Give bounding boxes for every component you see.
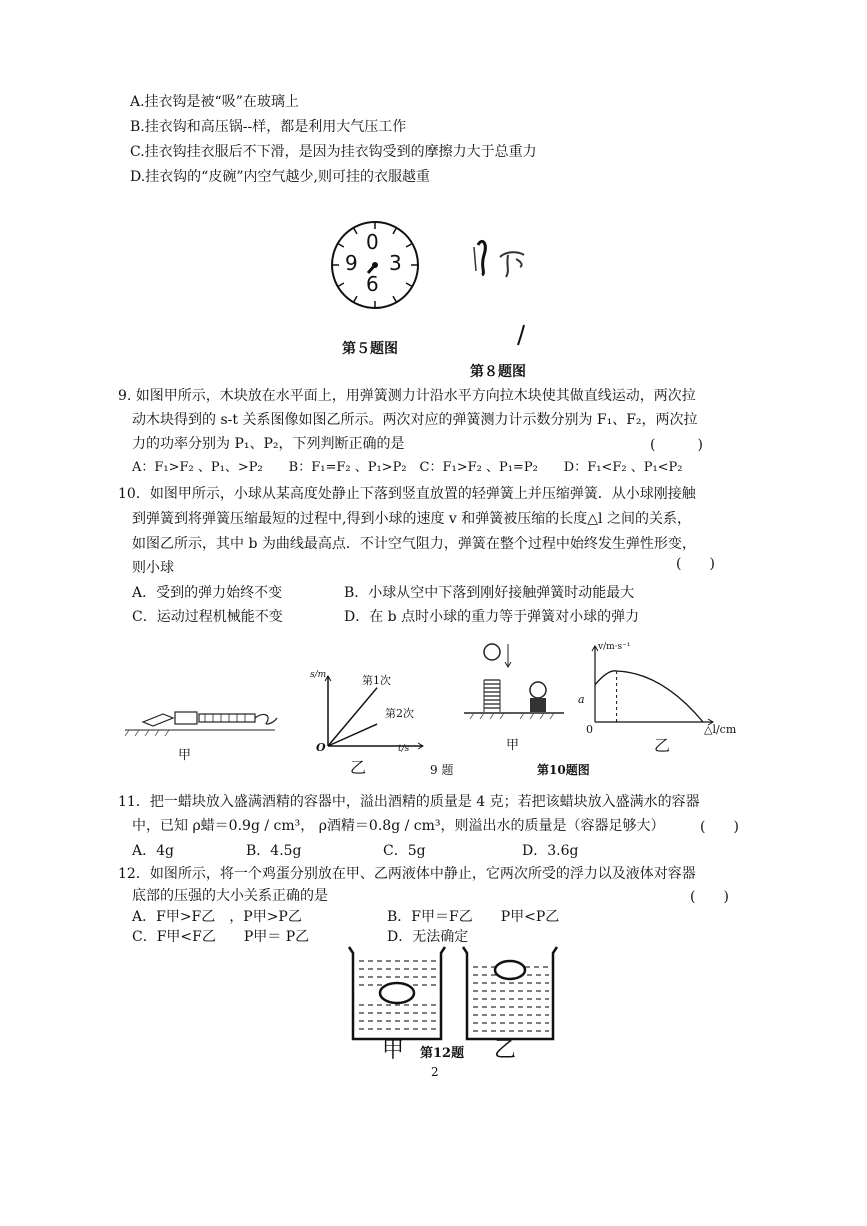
q11-answer-paren: ( ) (700, 819, 739, 835)
q9-text-line1: 9. 如图甲所示，木块放在水平面上，用弹簧测力计沿水平方向拉木块使其做直线运动，两次拉 (118, 388, 696, 404)
q11-option-b: B．4.5g (246, 843, 302, 859)
q12-option-d: D．无法确定 (387, 929, 469, 945)
q11-option-d: D．3.6g (522, 843, 579, 859)
fig9-label-jia: 甲 (178, 748, 192, 763)
q10-text-line1: 10．如图甲所示，小球从某高度处静止下落到竖直放置的轻弹簧上并压缩弹簧．从小球刚接触 (118, 486, 696, 502)
fig8-caption: 第８题图 (470, 364, 526, 380)
dial-number-0: 0 (366, 230, 379, 254)
fig10-origin-label: 0 (586, 723, 593, 736)
q8-option-c: C.挂衣钩挂衣服后不下滑，是因为挂衣钩受到的摩擦力大于总重力 (130, 144, 537, 160)
fig9-caption: 9 题 (430, 763, 454, 777)
q11-option-c: C．5g (383, 843, 426, 859)
fig9-origin-label: O (316, 741, 326, 754)
fig10-y-axis-label: v/m·s⁻¹ (598, 642, 631, 652)
st-series-1-line (328, 688, 377, 746)
fig9-series2-label: 第2次 (385, 707, 414, 720)
q12-option-a: A．F甲>F乙 ，P甲>P乙 (132, 909, 302, 925)
q10-answer-paren: ( ) (676, 556, 715, 572)
q9-text-line3: 力的功率分别为 P₁、P₂，下列判断正确的是 (132, 436, 405, 452)
dial-number-9: 9 (345, 251, 358, 275)
fig9-series1-label: 第1次 (362, 674, 391, 687)
fig9-x-axis-label: t/s (398, 744, 410, 754)
fig10-jia-ball-spring (460, 640, 570, 730)
fig9-jia-apparatus (125, 700, 285, 740)
q10-text-line3: 如图乙所示，其中 b 为曲线最高点．不计空气阻力，弹簧在整个过程中始终发生弹性形变， (132, 536, 696, 552)
fig10-point-a-label: a (578, 693, 585, 706)
q12-text-line1: 12．如图所示，将一个鸡蛋分别放在甲、乙两液体中静止，它两次所受的浮力以及液体对容器 (118, 866, 696, 882)
fig9-y-axis-label: s/m (310, 670, 327, 680)
fig10-caption: 第10题图 (537, 763, 590, 777)
st-series-2-line (328, 724, 377, 746)
q9-text-line2: 动木块得到的 s-t 关系图像如图乙所示。两次对应的弹簧测力计示数分别为 F₁、F₂，两次拉 (132, 412, 698, 428)
q10-option-a: A．受到的弹力始终不变 (132, 585, 283, 601)
q9-options: A：F₁>F₂ 、P₁、>P₂ B：F₁=F₂ 、P₁>P₂ C：F₁>F₂ 、P₁=P₂ D：F₁<F₂ 、P₁<P₂ (132, 460, 683, 475)
fig12-label-yi: 乙 (494, 1038, 517, 1063)
q12-option-c: C．F甲<F乙 P甲＝ P乙 (132, 929, 310, 945)
fig9-label-yi: 乙 (350, 758, 367, 777)
q8-option-d: D.挂衣钩的“皮碗”内空气越少,则可挂的衣服越重 (130, 169, 430, 185)
vl-curve (595, 671, 703, 722)
q11-option-a: A．4g (132, 843, 174, 859)
dial-number-3: 3 (389, 251, 402, 275)
q10-text-line4: 则小球 (132, 560, 174, 576)
q9-answer-paren: ( ) (650, 437, 703, 453)
page-number: 2 (431, 1065, 439, 1079)
q8-option-a: A.挂衣钩是被“吸”在玻璃上 (130, 94, 299, 110)
q8-option-b: B.挂衣钩和高压锅--样，都是利用大气压工作 (130, 119, 407, 135)
fig8-hook-sketch (460, 225, 540, 355)
q10-option-b: B．小球从空中下落到刚好接触弹簧时动能最大 (344, 585, 635, 601)
fig5-caption: 第５题图 (342, 341, 398, 357)
fig10-x-axis-label: △l/cm (704, 723, 737, 736)
q10-option-c: C．运动过程机械能不变 (132, 609, 283, 625)
q10-text-line2: 到弹簧到将弹簧压缩最短的过程中,得到小球的速度 v 和弹簧被压缩的长度△l 之间的关系， (132, 511, 691, 527)
dial-number-6: 6 (366, 272, 379, 296)
fig10-label-jia: 甲 (506, 738, 520, 753)
q12-text-line2: 底部的压强的大小关系正确的是 (132, 888, 328, 904)
q12-answer-paren: ( ) (690, 889, 729, 905)
q11-text-line2: 中，已知 ρ蜡＝0.9g / cm³， ρ酒精＝0.8g / cm³，则溢出水的质量是（容器足够大） (132, 818, 665, 834)
fig10-v-dl-chart (585, 640, 720, 740)
q11-text-line1: 11．把一蜡块放入盛满酒精的容器中，溢出酒精的质量是 4 克；若把该蜡块放入盛满水的容器 (118, 794, 700, 810)
fig12-beakers (345, 945, 565, 1045)
fig10-label-yi: 乙 (654, 736, 671, 755)
q10-option-d: D．在 b 点时小球的重力等于弹簧对小球的弹力 (344, 609, 640, 625)
fig12-caption: 第12题 (420, 1046, 465, 1061)
fig12-label-jia: 甲 (382, 1038, 405, 1063)
q12-option-b: B．F甲＝F乙 P甲<P乙 (387, 909, 560, 925)
